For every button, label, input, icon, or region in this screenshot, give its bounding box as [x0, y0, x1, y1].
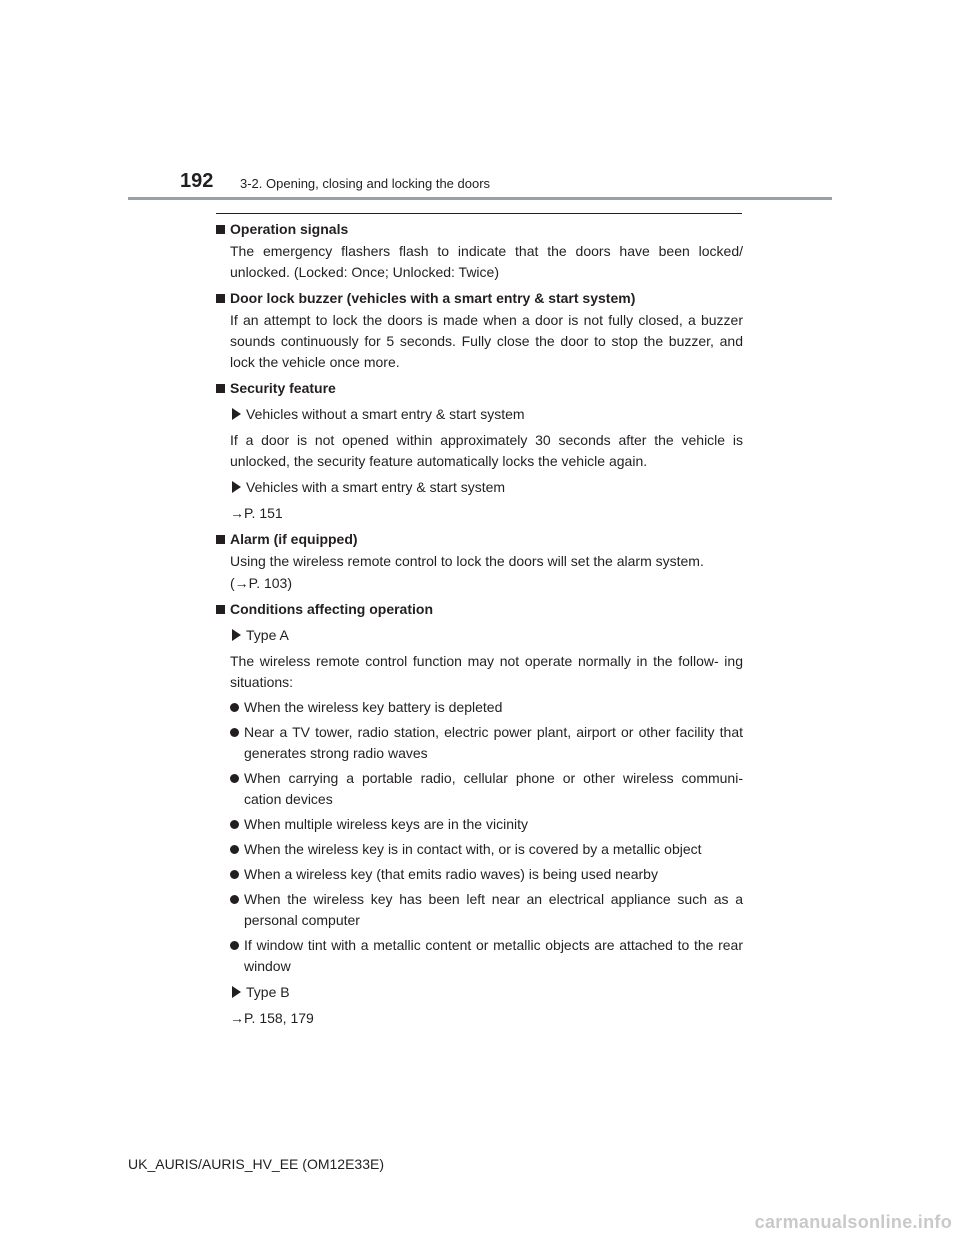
door-lock-buzzer-text: If an attempt to lock the doors is made when a door is not fully closed, a buzzer sounds continuously for 5 seconds. Fully close the door to stop the buzzer, and lock the vehicle once more. — [230, 312, 743, 370]
square-bullet-icon — [216, 294, 225, 303]
square-bullet-icon — [216, 225, 225, 234]
triangle-bullet-icon — [232, 986, 241, 998]
list-item: When the wireless key battery is depleted — [216, 697, 743, 718]
list-item: When a wireless key (that emits radio waves) is being used nearby — [216, 864, 743, 885]
content-body — [216, 219, 743, 1029]
security-sub-without-smart-entry-text: If a door is not opened within approximately 30 seconds after the vehicle is unlocked, the security feature automatically locks the vehicle again. — [230, 432, 743, 469]
list-item: When multiple wireless keys are in the vicinity — [216, 814, 743, 835]
list-item: When the wireless key is in contact with, or is covered by a metallic object — [216, 839, 743, 860]
operation-signals-heading: Operation signals — [216, 219, 743, 240]
footer-model-code: UK_AURIS/AURIS_HV_EE (OM12E33E) — [128, 1156, 384, 1172]
conditions-type-a-text: The wireless remote control function may not operate normally in the follow- ing situations: — [230, 653, 743, 690]
header-rule — [128, 197, 832, 200]
round-bullet-icon — [230, 895, 239, 904]
alarm-page-reference: (→P. 103) — [230, 575, 292, 591]
round-bullet-icon — [230, 941, 239, 950]
content-rule — [216, 213, 742, 214]
round-bullet-icon — [230, 820, 239, 829]
round-bullet-icon — [230, 845, 239, 854]
security-sub-without-smart-entry: Vehicles without a smart entry & start system — [216, 404, 743, 425]
round-bullet-icon — [230, 703, 239, 712]
round-bullet-icon — [230, 728, 239, 737]
page-number: 192 — [180, 170, 214, 192]
round-bullet-icon — [230, 870, 239, 879]
triangle-bullet-icon — [232, 481, 241, 493]
triangle-bullet-icon — [232, 629, 241, 641]
conditions-type-a: Type A — [216, 625, 743, 646]
square-bullet-icon — [216, 384, 225, 393]
conditions-type-b: Type B — [216, 982, 743, 1003]
list-item: If window tint with a metallic content or metallic objects are attached to the rear window — [216, 935, 743, 977]
watermark: carmanualsonline.info — [754, 1212, 952, 1232]
section-title: 3-2. Opening, closing and locking the doors — [240, 176, 491, 191]
security-feature-heading: Security feature — [216, 378, 743, 399]
square-bullet-icon — [216, 535, 225, 544]
alarm-text: Using the wireless remote control to lock the doors will set the alarm system. — [230, 553, 704, 569]
list-item: When carrying a portable radio, cellular phone or other wireless communi- cation devices — [216, 768, 743, 810]
list-item: When the wireless key has been left near an electrical appliance such as a personal computer — [216, 889, 743, 931]
security-page-reference: →P. 151 — [230, 505, 283, 521]
triangle-bullet-icon — [232, 408, 241, 420]
operation-signals-text: The emergency flashers flash to indicate that the doors have been locked/ unlocked. (Locked: Once; Unlocked: Twice) — [230, 243, 743, 280]
security-sub-with-smart-entry: Vehicles with a smart entry & start system — [216, 477, 743, 498]
conditions-heading: Conditions affecting operation — [216, 599, 743, 620]
conditions-type-b-reference: →P. 158, 179 — [230, 1010, 314, 1026]
alarm-heading: Alarm (if equipped) — [216, 529, 743, 550]
round-bullet-icon — [230, 774, 239, 783]
list-item: Near a TV tower, radio station, electric power plant, airport or other facility that generates strong radio waves — [216, 722, 743, 764]
door-lock-buzzer-heading: Door lock buzzer (vehicles with a smart entry & start system) — [216, 288, 743, 309]
square-bullet-icon — [216, 605, 225, 614]
